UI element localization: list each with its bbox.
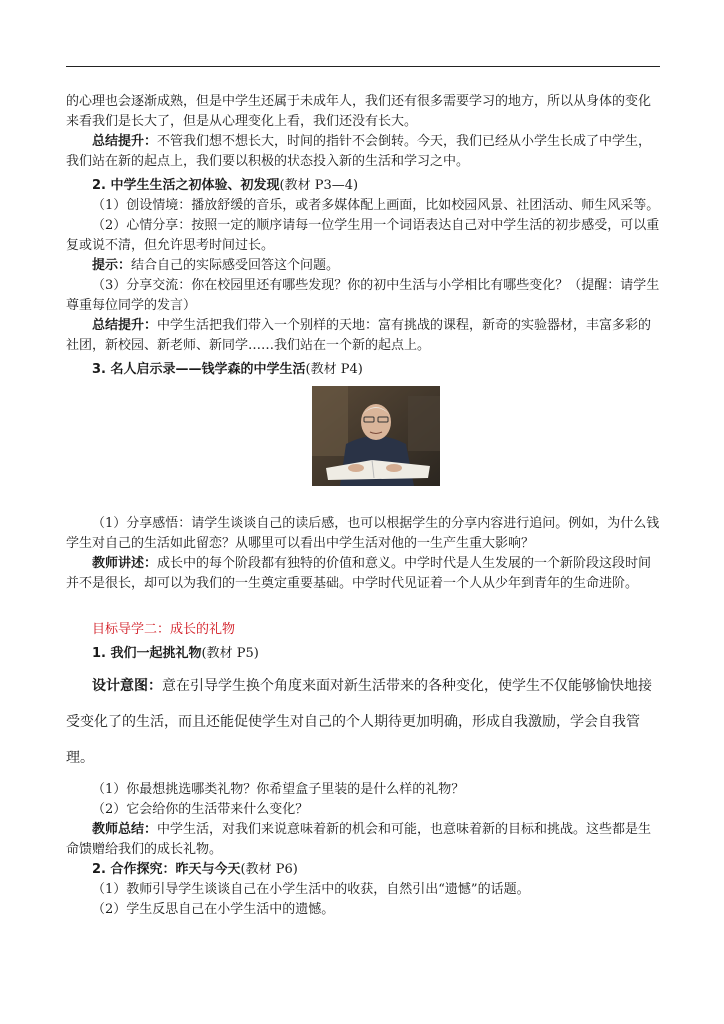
section-2-item-2: （2）心情分享：按照一定的顺序请每一位学生用一个词语表达自己对中学生活的初步感受，可以重复或说不清，但允许思考时间过长。 (66, 218, 660, 253)
design-intent-label: 设计意图： (92, 678, 162, 694)
summary-paragraph (66, 132, 660, 172)
section-2-ref: (教材 P3—4) (279, 178, 359, 193)
hint-paragraph (66, 256, 660, 276)
header-rule (66, 66, 660, 67)
hint-label: 提示： (92, 258, 132, 273)
gift-section-title: 1. 我们一起挑礼物 (92, 646, 202, 661)
inquiry-section-title: 2. 合作探究：昨天与今天 (92, 862, 241, 877)
section-3-item-1: （1）分享感悟：请学生谈谈自己的读后感，也可以根据学生的分享内容进行追问。例如，为什么钱学生对自己的生活如此留恋？从哪里可以看出中学生活对他的一生产生重大影响？ (66, 516, 660, 551)
inquiry-section-ref: (教材 P6) (240, 862, 298, 877)
section-3-ref: (教材 P4) (305, 362, 363, 377)
teacher-summary-label: 教师总结： (92, 822, 158, 837)
teacher-narration-label: 教师讲述： (92, 556, 158, 571)
photo-container (66, 386, 660, 504)
section-3-title: 3. 名人启示录——钱学森的中学生活 (92, 362, 306, 377)
hint-text: 结合自己的实际感受回答这个问题。 (131, 258, 340, 273)
design-intent-text: 意在引导学生换个角度来面对新生活带来的各种变化，使学生不仅能够愉快地接受变化了的生活，而且还能促使学生对自己的个人期待更加明确，形成自我激励，学会自我管理。 (66, 678, 652, 766)
section-2-item-1: （1）创设情境：播放舒缓的音乐，或者多媒体配上画面，比如校园风景、社团活动、师生风采等。 (92, 198, 660, 213)
design-intent (66, 668, 660, 776)
section-2-summary-label: 总结提升： (92, 318, 158, 333)
qian-xuesen-photo (312, 386, 440, 486)
teacher-narration-text: 成长中的每个阶段都有独特的价值和意义。中学时代是人生发展的一个新阶段这段时间并不是很长，却可以为我们的一生奠定重要基础。中学时代见证着一个人从少年到青年的生命进阶。 (66, 556, 652, 591)
portrait-image (312, 386, 440, 486)
teacher-narration (66, 554, 660, 594)
teacher-summary (66, 820, 660, 860)
section-2-summary-text: 中学生活把我们带入一个别样的天地：富有挑战的课程，新奇的实验器材，丰富多彩的社团，新校园、新老师、新同学……我们站在一个新的起点上。 (66, 318, 652, 353)
section-3-heading (66, 360, 660, 380)
section-2-item-3: （3）分享交流：你在校园里还有哪些发现？你的初中生活与小学相比有哪些变化？（提醒：请学生尊重每位同学的发言） (66, 278, 660, 313)
section-2-summary (66, 316, 660, 356)
section-2-heading (66, 176, 660, 196)
teacher-summary-text: 中学生活，对我们来说意味着新的机会和可能，也意味着新的目标和挑战。这些都是生命馈赠给我们的成长礼物。 (66, 822, 652, 857)
gift-section-ref: (教材 P5) (201, 646, 259, 661)
gift-question-1: （1）你最想挑选哪类礼物？你希望盒子里装的是什么样的礼物？ (92, 782, 465, 797)
inquiry-item-1: （1）教师引导学生谈谈自己在小学生活中的收获，自然引出“遗憾”的话题。 (92, 882, 530, 897)
inquiry-section-heading (66, 860, 660, 880)
inquiry-item-2: （2）学生反思自己在小学生活中的遗憾。 (92, 902, 335, 917)
goal-2-heading: 目标导学二：成长的礼物 (92, 622, 236, 637)
document-body (66, 92, 660, 920)
paragraph-continuation: 的心理也会逐渐成熟，但是中学生还属于未成年人，我们还有很多需要学习的地方，所以从身体的变化来看我们是长大了，但是从心理变化上看，我们还没有长大。 (66, 94, 652, 129)
gift-question-2: （2）它会给你的生活带来什么变化？ (92, 802, 309, 817)
summary-label: 总结提升： (92, 134, 158, 149)
gift-section-heading (66, 644, 660, 664)
section-2-title: 2. 中学生生活之初体验、初发现 (92, 178, 280, 193)
summary-text: 不管我们想不想长大，时间的指针不会倒转。今天，我们已经从小学生长成了中学生，我们站在新的起点上，我们要以积极的状态投入新的生活和学习之中。 (66, 134, 652, 169)
